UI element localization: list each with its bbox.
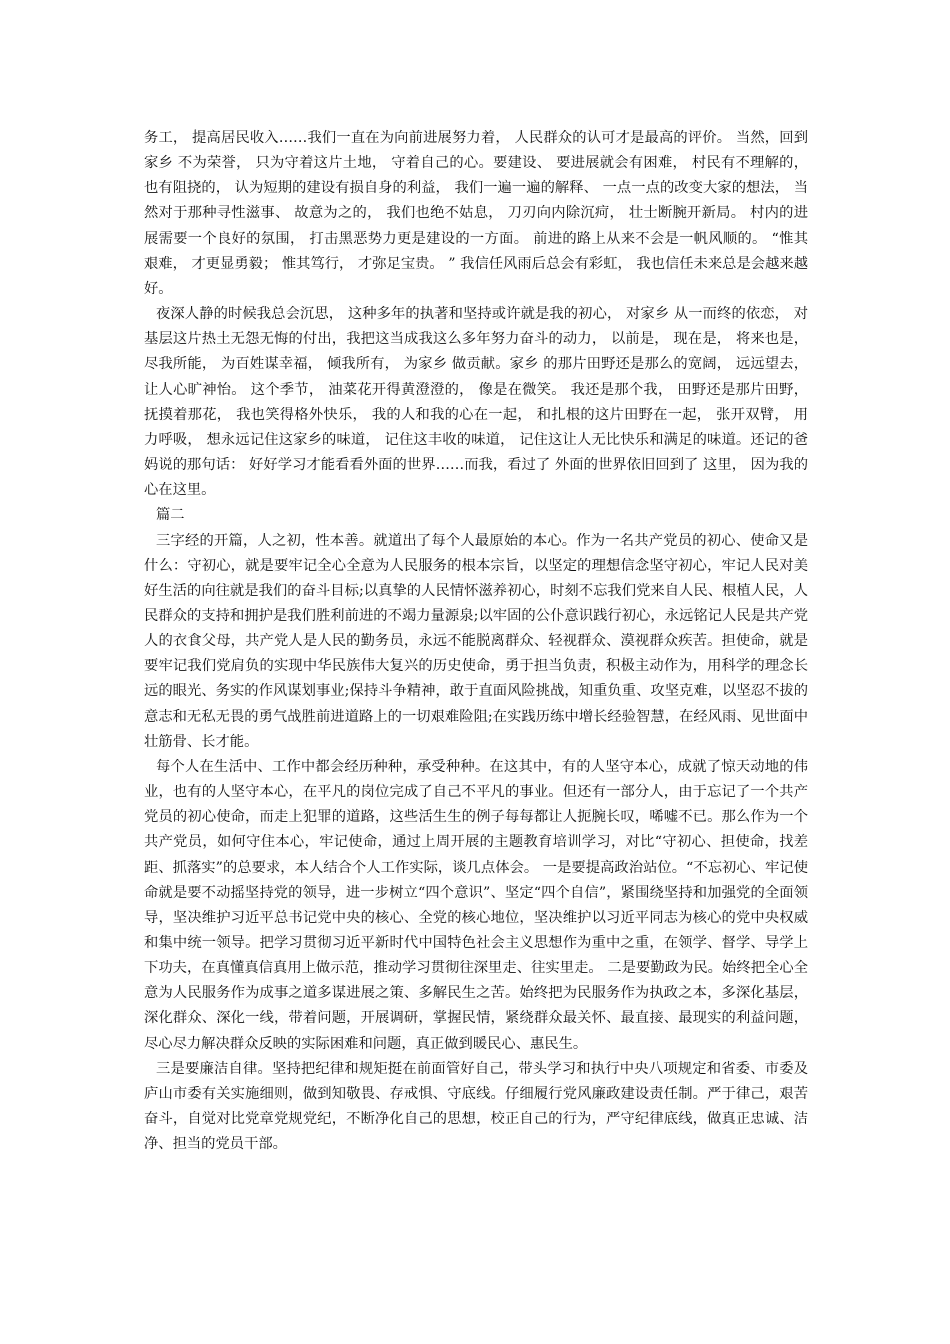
paragraph-integrity: 三是要廉洁自律。坚持把纪律和规矩挺在前面管好自己，带头学习和执行中央八项规定和省委、市委及庐山市委有关实施细则，做到知敬畏、存戒惧、守底线。仔细履行党风廉政建设责任制。严于律己，艰苦奋斗，自觉对比党章党规党纪，不断净化自己的思想，校正自己的行为，严守纪律底线，做真正忠诚、洁净、担当的党员干部。 <box>144 1060 808 1153</box>
paragraph-experiences: 每个人在生活中、工作中都会经历种种，承受种种。在这其中，有的人坚守本心，成就了惊天动地的伟业，也有的人坚守本心，在平凡的岗位完成了自己不平凡的事业。但还有一部分人，由于忘记了一个共产党员的初心使命，而走上犯罪的道路，这些活生生的例子每每都让人扼腕长叹，唏嘘不已。那么作为一个共产党员，如何守住本心，牢记使命，通过上周开展的主题教育培训学习，对比“守初心、担使命，找差距、抓落实”的总要求，本人结合个人工作实际，谈几点体会。 一是要提高政治站位。“不忘初心、牢记使命就是要不动摇坚持党的领导，进一步树立“四个意识”、坚定“四个自信”，紧围绕坚持和加强党的全面领导，坚决维护习近平总书记党中央的核心、全党的核心地位，坚决维护以习近平同志为核心的党中央权威和集中统一领导。把学习贯彻习近平新时代中国特色社会主义思想作为重中之重，在领学、督学、导学上下功夫，在真懂真信真用上做示范，推动学习贯彻往深里走、往实里走。 二是要勤政为民。始终把全心全意为人民服务作为成事之道多谋进展之策、多解民生之苦。始终把为民服务作为执政之本，多深化基层，深化群众、深化一线，带着问题，开展调研，掌握民情，紧绕群众最关怀、最直接、最现实的利益问题，尽心尽力解决群众反映的实际困难和问题，真正做到暖民心、惠民生。 <box>144 758 808 1052</box>
paragraph-village-development: 务工， 提高居民收入……我们一直在为向前进展努力着， 人民群众的认可才是最高的评价。 当然，回到家乡 不为荣誉， 只为守着这片土地， 守着自己的心。要建设、 要进展就会有困难， 村民有不理解的， 也有阻挠的， 认为短期的建设有损自身的利益， 我们一遍一遍的解释、 一点一点的改变大家的想法， 当然对于那种寻性滋事、 故意为之的， 我们也绝不姑息， 刀刃向内除沉疴， 壮士断腕开新局。 村内的进展需要一个良好的氛围， 打击黑恶势力更是建设的一方面。 前进的路上从来不会是一帆风顺的。 “惟其艰难， 才更显勇毅； 惟其笃行， 才弥足宝贵。 ” 我信任风雨后总会有彩虹， 我也信任未来总是会越来越好。 <box>144 130 808 297</box>
document-body <box>144 126 808 1157</box>
section-heading: 篇二 <box>156 507 185 524</box>
paragraph-original-aspiration: 夜深人静的时候我总会沉思， 这种多年的执著和坚持或许就是我的初心， 对家乡 从一而终的依恋， 对基层这片热土无怨无悔的付出，我把这当成我这么多年努力奋斗的动力， 以前是， 现在是， 将来也是，尽我所能， 为百姓谋幸福， 倾我所有， 为家乡 做贡献。家乡 的那片田野还是那么的宽阔， 远远望去， 让人心旷神怡。 这个季节， 油菜花开得黄澄澄的， 像是在微笑。 我还是那个我， 田野还是那片田野， 抚摸着那花， 我也笑得格外快乐， 我的人和我的心在一起， 和扎根的这片田野在一起， 张开双臂， 用力呼吸， 想永远记住这家乡的味道， 记住这丰收的味道， 记住这让人无比快乐和满足的味道。还记的爸妈说的那句话： 好好学习才能看看外面的世界……而我，看过了 外面的世界依旧回到了 这里， 因为我的心在这里。 <box>144 306 808 499</box>
paragraph-three-character-classic: 三字经的开篇，人之初，性本善。就道出了每个人最原始的本心。作为一名共产党员的初心、使命又是什么：守初心，就是要牢记全心全意为人民服务的根本宗旨，以坚定的理想信念坚守初心，牢记人民对美好生活的向往就是我们的奋斗目标;以真挚的人民情怀滋养初心，时刻不忘我们党来自人民、根植人民，人民群众的支持和拥护是我们胜利前进的不竭力量源泉;以牢固的公仆意识践行初心，永远铭记人民是共产党人的衣食父母，共产党人是人民的勤务员，永远不能脱离群众、轻视群众、漠视群众疾苦。担使命，就是要牢记我们党肩负的实现中华民族伟大复兴的历史使命，勇于担当负责，积极主动作为，用科学的理念长远的眼光、务实的作风谋划事业;保持斗争精神，敢于直面风险挑战，知重负重、攻坚克难，以坚忍不拔的意志和无私无畏的勇气战胜前进道路上的一切艰难险阻;在实践历练中增长经验智慧，在经风雨、见世面中壮筋骨、长才能。 <box>144 532 808 750</box>
